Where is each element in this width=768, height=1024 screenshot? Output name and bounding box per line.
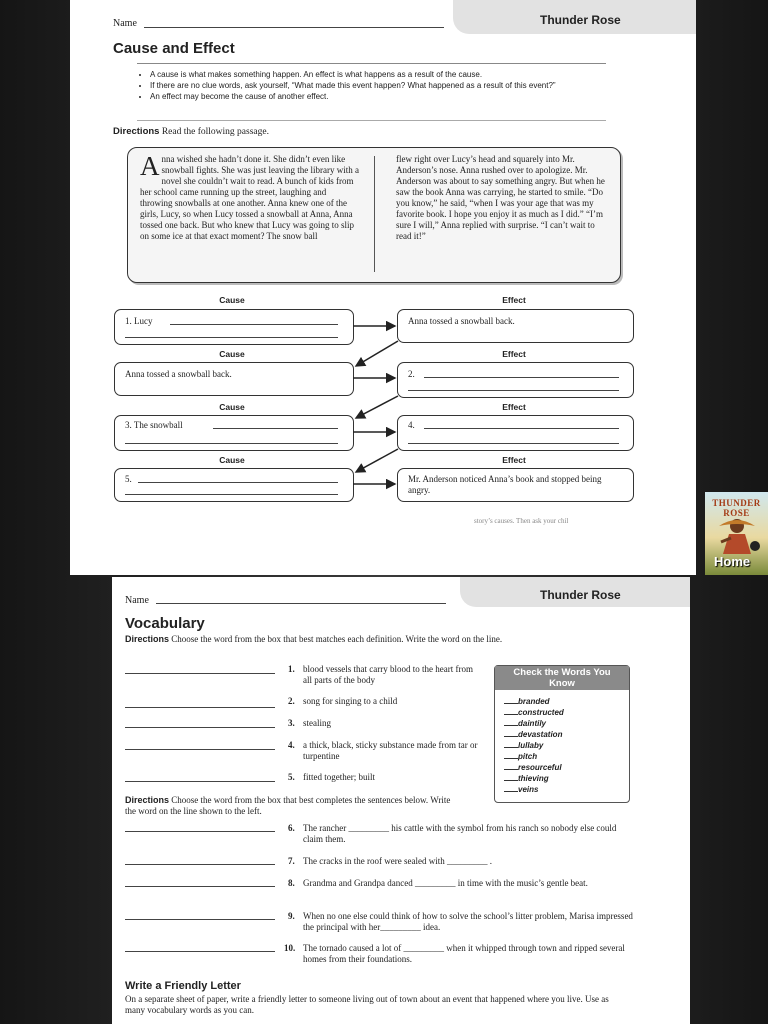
effect-label-1: Effect (502, 295, 526, 305)
word-list (504, 696, 624, 795)
definition-5-num: 5. (288, 772, 295, 782)
thumbnail-book-title: THUNDER ROSE (712, 498, 761, 518)
sentence-6-text: The rancher _________ his cattle with the symbol from his ranch so nobody else could claim them. (303, 823, 617, 844)
sentence-line-9[interactable] (125, 919, 275, 920)
directions-2 (125, 795, 455, 817)
organizer-arrows (70, 0, 696, 575)
directions-2-text: Choose the word from the box that best completes the sentences below. Write the word on the line shown to the left. (125, 795, 451, 816)
tab-title: Thunder Rose (540, 13, 621, 27)
word-box-title: Check the Words You Know (495, 666, 629, 690)
arrow-effect3-cause4 (356, 449, 398, 472)
sentence-line-7[interactable] (125, 864, 275, 865)
definition-4-text: a thick, black, sticky substance made from tar or turpentine (303, 740, 478, 761)
effect-4-text: Mr. Anderson noticed Anna’s book and stopped being angry. (408, 474, 602, 495)
passage-column-right: flew right over Lucy’s head and squarely into Mr. Anderson’s nose. Anna rushed over to apologize. Mr. Anderson was about to say something angry. But when he saw the book Anna was carrying, he started to smile. “Do you know,” he said, “when I was your age that was my favorite book. I hope you enjoy it as much as I did.” “I’m sure I will,” Anna replied with surprise. “I can’t wait to read it!” (396, 154, 605, 241)
arrow-effect1-cause2 (356, 341, 398, 366)
definition-1-num: 1. (288, 664, 295, 674)
word-item: lullaby (504, 740, 624, 751)
sentence-line-8[interactable] (125, 886, 275, 887)
effect-2-text: 2. (408, 369, 415, 379)
sentence-8-text: Grandma and Grandpa danced _________ in time with the music’s gentle beat. (303, 878, 588, 888)
word-item: devastation (504, 729, 624, 740)
definition-2-num: 2. (288, 696, 295, 706)
definition-3-text: stealing (303, 718, 331, 728)
word-item: daintily (504, 718, 624, 729)
word-item: constructed (504, 707, 624, 718)
cause-label-3: Cause (219, 402, 245, 412)
name-line (156, 603, 446, 604)
tab-title: Thunder Rose (540, 588, 621, 602)
effect-1-text: Anna tossed a snowball back. (408, 316, 515, 326)
answer-line-1[interactable] (125, 673, 275, 674)
definition-5-text: fitted together; built (303, 772, 375, 782)
bullet-1: • A cause is what makes something happen. An effect is what happens as a result of the cause. (150, 70, 608, 80)
sentence-9-text: When no one else could think of how to solve the school’s litter problem, Marisa impressed the principal with her_________ idea. (303, 911, 633, 932)
answer-line-4[interactable] (125, 749, 275, 750)
effect-label-2: Effect (502, 349, 526, 359)
cause-label-4: Cause (219, 455, 245, 465)
answer-line-3[interactable] (125, 727, 275, 728)
letter-instructions: On a separate sheet of paper, write a friendly letter to someone living out of town about an event that happened where you live. Use as many vocabulary words as you can. (125, 994, 609, 1015)
page-title: Cause and Effect (113, 40, 235, 57)
sentence-7-num: 7. (288, 856, 295, 866)
name-label: Name (125, 595, 149, 606)
thunder-rose-illustration (711, 512, 762, 556)
cause-label-1: Cause (219, 295, 245, 305)
arrow-effect2-cause3 (356, 396, 398, 418)
sentence-9-num: 9. (288, 911, 295, 921)
directions-1-text: Choose the word from the box that best matches each definition. Write the word on the line. (171, 634, 503, 644)
letter-heading: Write a Friendly Letter (125, 980, 241, 992)
directions-1 (125, 634, 595, 645)
worksheet-cause-and-effect (70, 0, 696, 575)
sentence-10-num: 10. (284, 943, 296, 953)
bullet-3: • An effect may become the cause of another effect. (150, 92, 608, 102)
definition-2-text: song for singing to a child (303, 696, 398, 706)
home-book-thumbnail[interactable] (705, 492, 768, 575)
cause-3-text: 3. The snowball (125, 420, 183, 430)
word-item: branded (504, 696, 624, 707)
directions-2-label: Directions (125, 795, 170, 805)
sentence-8-num: 8. (288, 878, 295, 888)
page-title: Vocabulary (125, 615, 205, 632)
answer-line-5[interactable] (125, 781, 275, 782)
passage-drop-cap: A (140, 154, 160, 181)
worksheet-vocabulary (112, 577, 690, 1024)
effect-label-3: Effect (502, 402, 526, 412)
sentence-line-10[interactable] (125, 951, 275, 952)
sentence-line-6[interactable] (125, 831, 275, 832)
directions-label: Directions (113, 126, 160, 137)
name-label: Name (113, 18, 137, 29)
word-item: pitch (504, 751, 624, 762)
cause-label-2: Cause (219, 349, 245, 359)
directions-1-label: Directions (125, 634, 170, 644)
sentence-7-text: The cracks in the roof were sealed with _________ . (303, 856, 492, 866)
cause-2-text: Anna tossed a snowball back. (125, 369, 232, 379)
cause-4-text: 5. (125, 474, 132, 484)
bullet-2: • If there are no clue words, ask yourself, “What made this event happen? What happened as a result of this event?” (150, 81, 608, 91)
footer-fragment: story’s causes. Then ask your chil (474, 517, 569, 525)
sentence-10-text: The tornado caused a lot of _________ when it whipped through town and ripped several homes from their foundations. (303, 943, 625, 964)
directions-text: Read the following passage. (161, 127, 269, 137)
effect-3-text: 4. (408, 420, 415, 430)
definition-3-num: 3. (288, 718, 295, 728)
answer-line-2[interactable] (125, 707, 275, 708)
word-item: veins (504, 784, 624, 795)
word-item: resourceful (504, 762, 624, 773)
effect-label-4: Effect (502, 455, 526, 465)
passage-left-text: nna wished she hadn’t done it. She didn’t even like snowball fights. She was just leaving the library with a novel she couldn’t wait to read. A bunch of kids from her school came running up the street, laughing and throwing snowballs at one another. Anna knew one of the girls, Lucy, so when Lucy tossed a snowball at Anna, Anna tossed one back. But who knew that Lucy was going to slip on some ice at that exact moment? The snow ball (140, 154, 359, 241)
home-link[interactable]: Home (714, 554, 751, 569)
definition-4-num: 4. (288, 740, 295, 750)
cause-1-text: 1. Lucy (125, 316, 153, 326)
definition-1-text: blood vessels that carry blood to the heart from all parts of the body (303, 664, 473, 685)
sentence-6-num: 6. (288, 823, 295, 833)
word-item: thieving (504, 773, 624, 784)
